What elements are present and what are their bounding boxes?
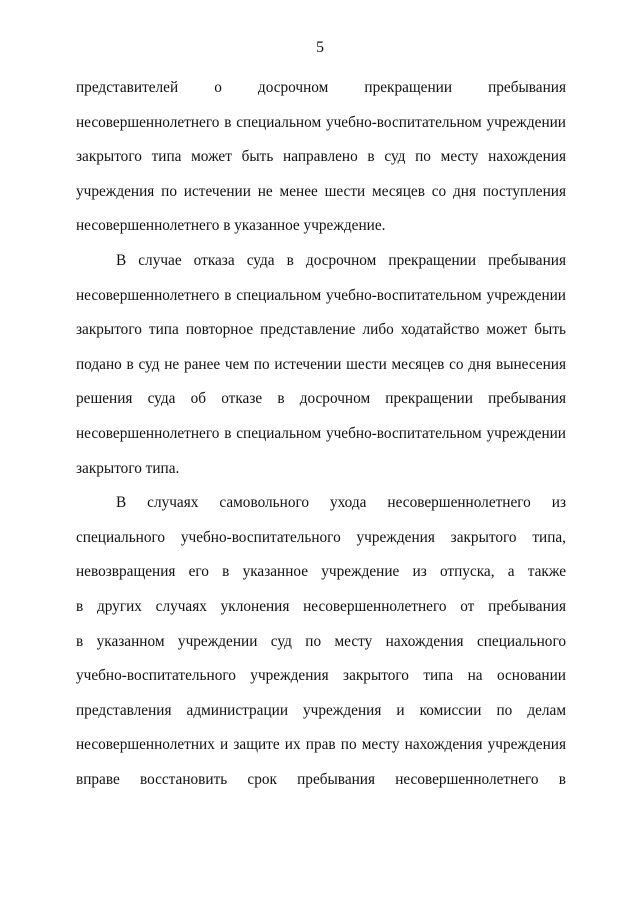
text-line: представителей о досрочном прекращении пребывания [76, 79, 566, 96]
text-line: несовершеннолетнего в специальном учебно-воспитательном учреждении [76, 424, 566, 442]
text-line: представления администрации учреждения и комиссии по делам [76, 701, 566, 719]
text-line: в указанном учреждении суд по месту нахождения специального [76, 632, 566, 650]
text-line: учебно-воспитательного учреждения закрытого типа на основании [76, 667, 566, 685]
text-line: несовершеннолетнего в специальном учебно-воспитательном учреждении [76, 113, 566, 131]
paragraph-3 [76, 486, 566, 797]
paragraph-1 [76, 71, 566, 244]
text-line: В случае отказа суда в досрочном прекращении пребывания [116, 251, 566, 269]
text-line: закрытого типа. [76, 459, 180, 477]
page-number: 5 [316, 39, 324, 56]
text-line: подано в суд не ранее чем по истечении шести месяцев со дня вынесения [76, 355, 566, 373]
text-line: специального учебно-воспитательного учреждения закрытого типа, [76, 528, 566, 546]
text-line: вправе восстановить срок пребывания несовершеннолетнего в [76, 770, 566, 788]
text-line: закрытого типа повторное представление либо ходатайство может быть [76, 321, 566, 339]
text-line: несовершеннолетнего в специальном учебно-воспитательном учреждении [76, 286, 566, 304]
text-line: решения суда об отказе в досрочном прекращении пребывания [76, 390, 566, 408]
text-line: в других случаях уклонения несовершеннолетнего от пребывания [76, 597, 566, 615]
paragraph-2 [76, 244, 566, 486]
text-line: закрытого типа может быть направлено в суд по месту нахождения [76, 148, 566, 166]
text-line: невозвращения его в указанное учреждение из отпуска, а также [76, 563, 566, 581]
document-body [76, 71, 566, 797]
text-line: учреждения по истечении не менее шести месяцев со дня поступления [76, 182, 566, 200]
text-line: В случаях самовольного ухода несовершеннолетнего из [116, 494, 566, 512]
text-line: несовершеннолетнего в указанное учреждение. [76, 217, 386, 235]
text-line: несовершеннолетних и защите их прав по месту нахождения учреждения [76, 736, 566, 754]
